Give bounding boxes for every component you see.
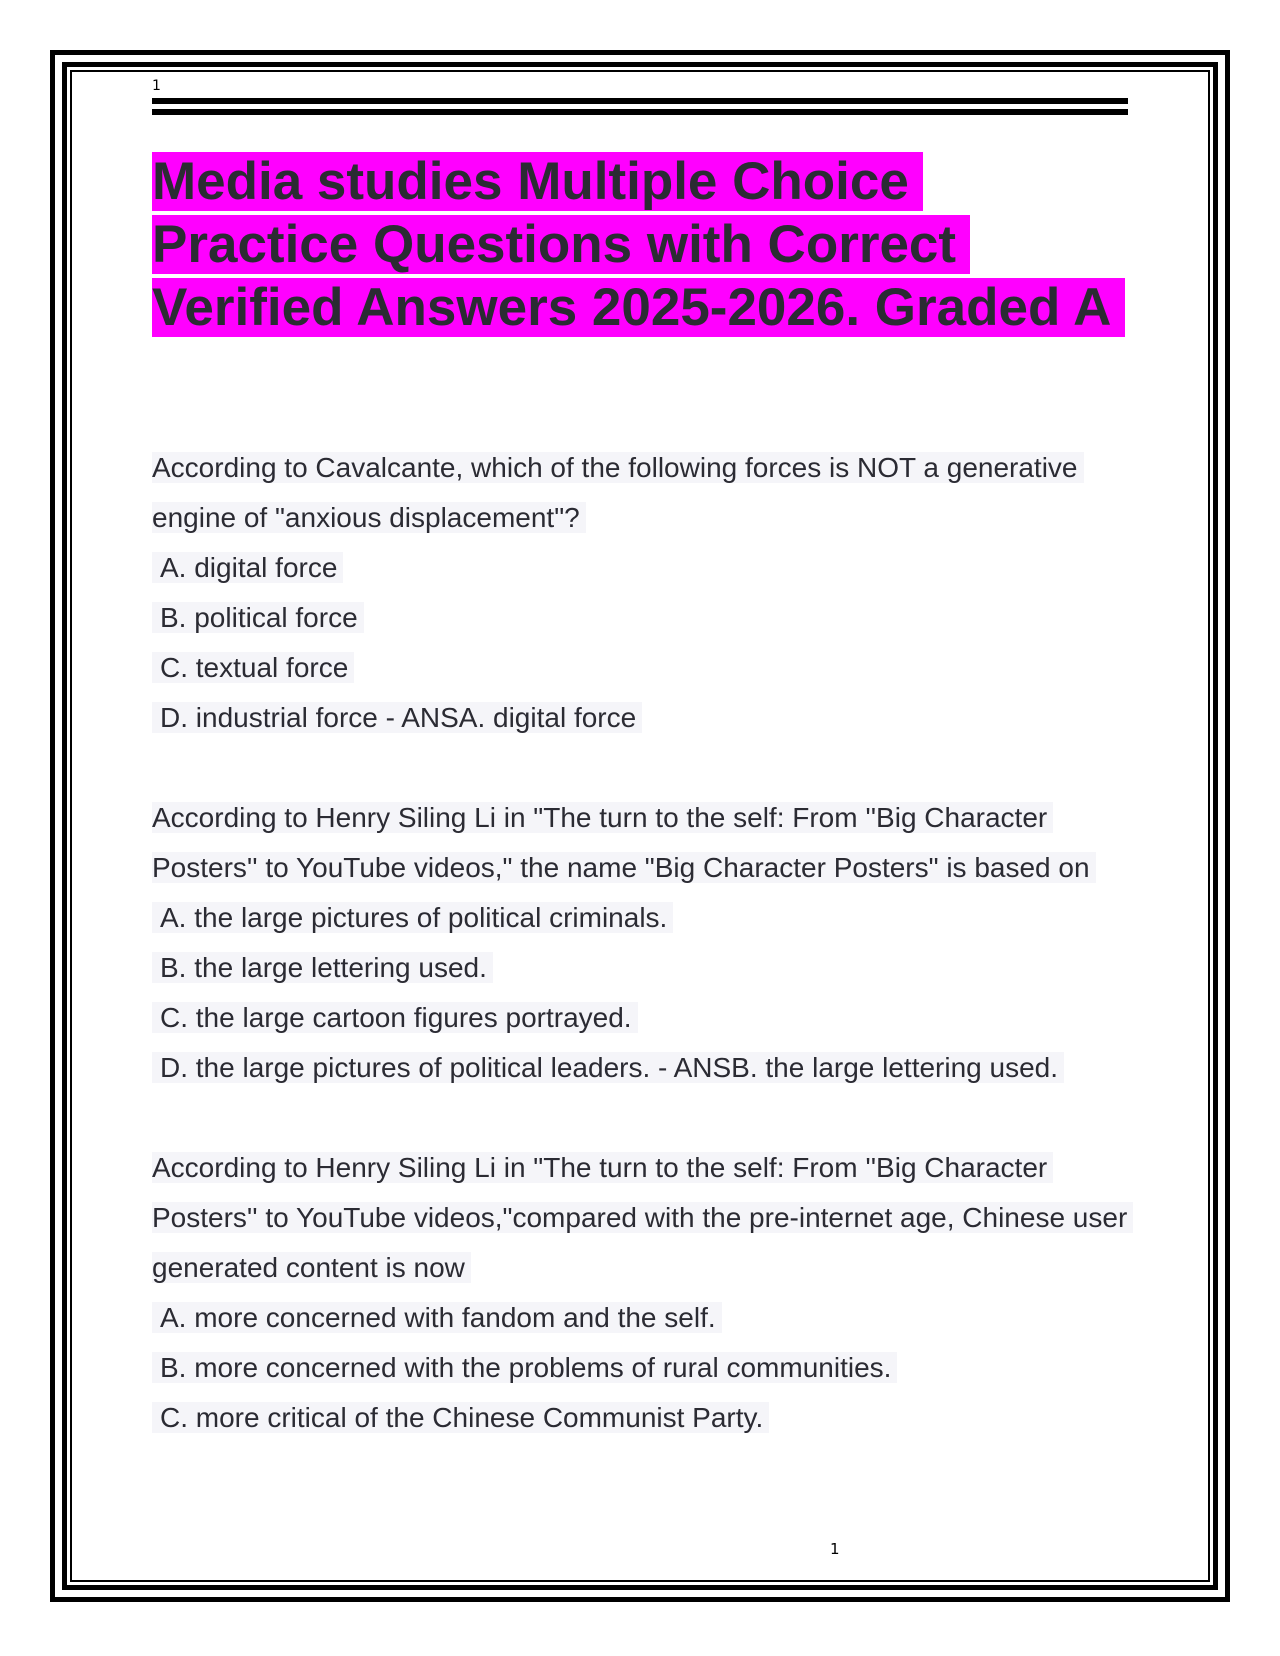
answer-option: A. more concerned with fandom and the self. — [152, 1293, 1132, 1343]
question-block — [152, 793, 1132, 1093]
question-stem: According to Henry Siling Li in "The turn to the self: From ''Big Character Posters'' to YouTube videos,"compared with the pre-internet age, Chinese user generated content is now — [152, 1143, 1132, 1293]
answer-option: A. the large pictures of political criminals. — [152, 893, 1132, 943]
document-title — [152, 150, 1128, 339]
question-list — [152, 443, 1132, 1493]
answer-option: C. textual force — [152, 643, 1132, 693]
header-rule-secondary — [152, 109, 1128, 115]
header-page-number: 1 — [152, 78, 161, 94]
answer-option: C. more critical of the Chinese Communist Party. — [152, 1393, 1132, 1443]
answer-option: B. the large lettering used. — [152, 943, 1132, 993]
answer-option: D. industrial force - ANSA. digital force — [152, 693, 1132, 743]
answer-option: A. digital force — [152, 543, 1132, 593]
document-title-text: Media studies Multiple Choice Practice Questions with Correct Verified Answers 2025-2026. Graded A — [152, 152, 1125, 337]
header-rule — [152, 98, 1128, 104]
answer-option: B. political force — [152, 593, 1132, 643]
answer-option: C. the large cartoon figures portrayed. — [152, 993, 1132, 1043]
answer-option: D. the large pictures of political leaders. - ANSB. the large lettering used. — [152, 1043, 1132, 1093]
question-block — [152, 443, 1132, 743]
answer-option: B. more concerned with the problems of rural communities. — [152, 1343, 1132, 1393]
question-block — [152, 1143, 1132, 1443]
question-stem: According to Henry Siling Li in "The turn to the self: From ''Big Character Posters'' to YouTube videos," the name "Big Character Posters" is based on — [152, 793, 1132, 893]
question-stem: According to Cavalcante, which of the following forces is NOT a generative engine of "anxious displacement"? — [152, 443, 1132, 543]
footer-page-number: 1 — [830, 1540, 840, 1558]
